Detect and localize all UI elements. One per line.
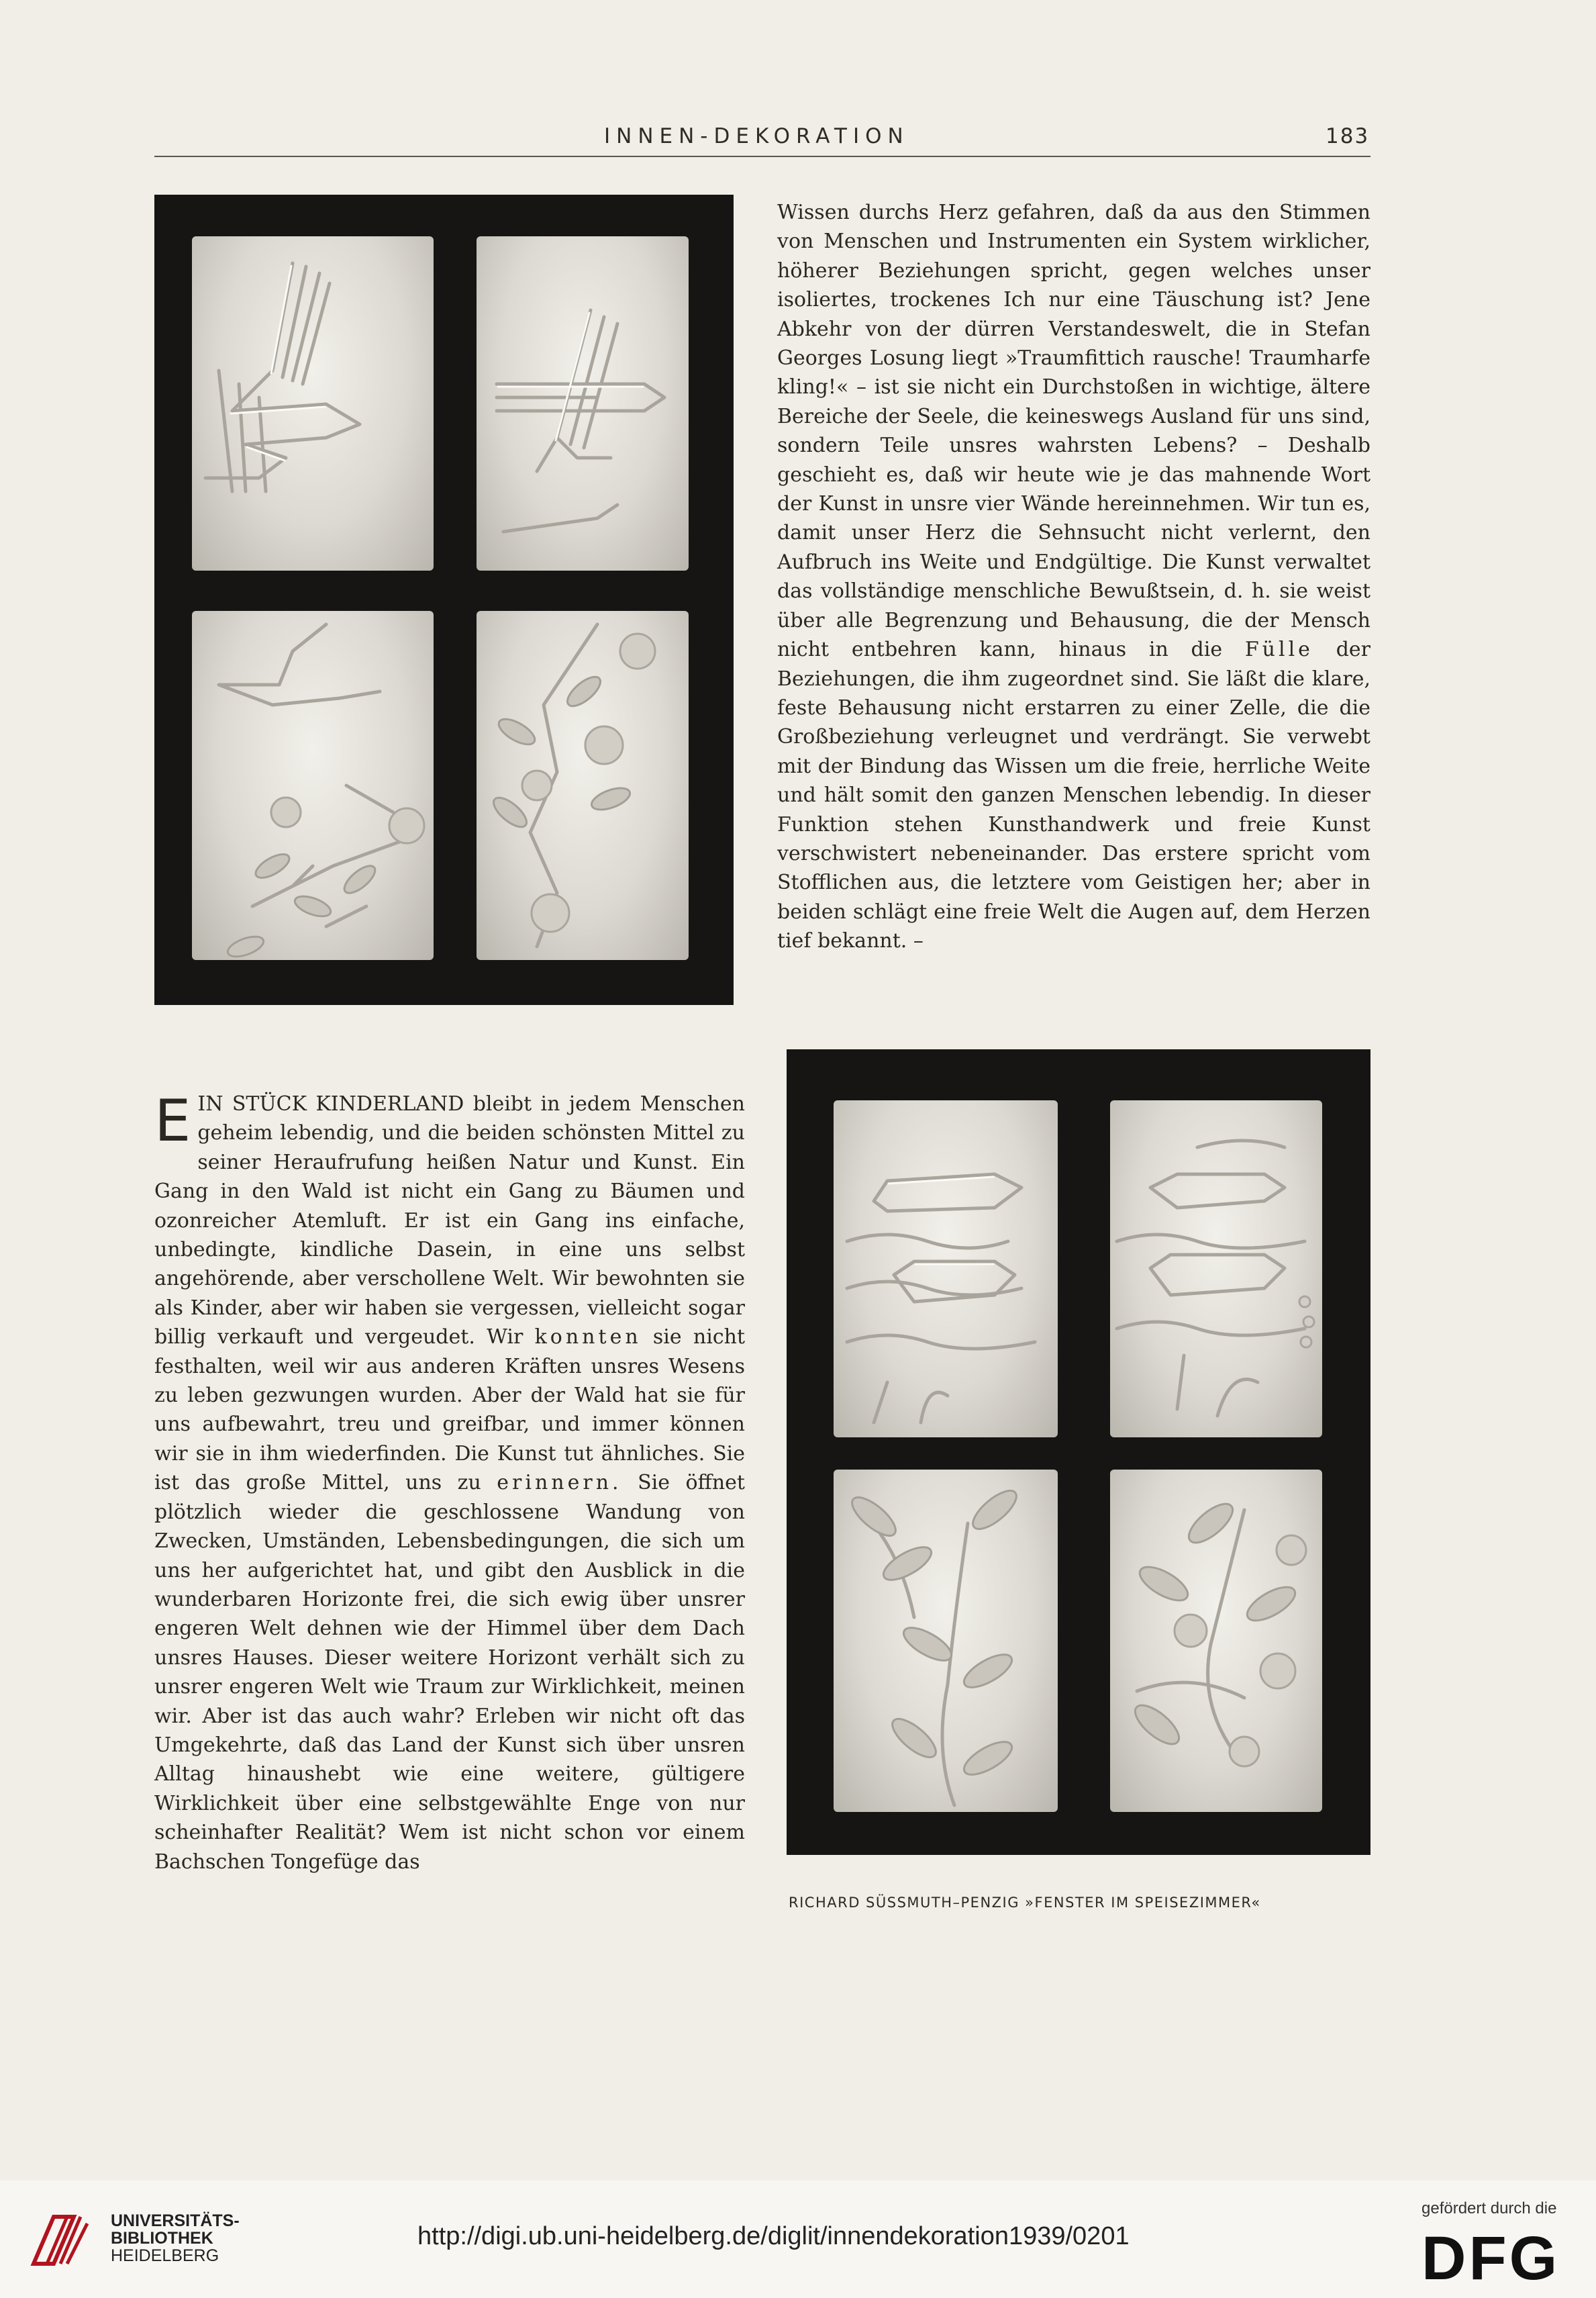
pane-top-right — [477, 236, 689, 571]
paragraph-body-end: der Beziehungen, die ihm zugeordnet sind. Sie läßt die klare, feste Behausung nicht erstarren zu einer Zelle, die die Großbeziehung verleugnet und verdrängt. Sie verwebt mit der Bindung das Wissen um die freie, herrliche Weite und hält somit den ganzen Menschen lebendig. In dieser Funktion stehen Kunsthandwerk und freie Kunst verschwistert nebeneinander. Das erstere spricht vom Stofflichen aus, die letztere vom Geistigen her; aber in beiden schlägt eine freie Welt die Augen auf, dem Herzen tief bekannt. – — [777, 638, 1370, 953]
emphasized-word-2: erinnern. — [497, 1471, 622, 1495]
university-library-logo — [27, 2197, 101, 2277]
library-line-3: HEIDELBERG — [111, 2246, 219, 2265]
body-part-2: sie nicht festhalten, weil wir aus anderen Kräften unsres Wesens zu leben gezwungen wurden. Aber der Wald hat sie für uns aufbewahrt, treu und greifbar, und immer können wir sie in ihm wiederfinden. Die Kunst tut ähnliches. Sie ist das große Mittel, uns zu — [154, 1325, 745, 1495]
pane-branch-bottom-right — [1110, 1470, 1322, 1812]
emphasized-word: Fülle — [1244, 638, 1313, 662]
pane-fish-top-right — [1110, 1100, 1322, 1437]
dfg-logo: DFG — [1422, 2224, 1560, 2293]
library-line-2: BIBLIOTHEK — [111, 2229, 213, 2248]
pane-bottom-left — [192, 611, 434, 960]
figure-caption: RICHARD SÜSSMUTH–PENZIG »FENSTER IM SPEISEZIMMER« — [789, 1895, 1261, 1911]
pane-branch-bottom-left — [834, 1470, 1058, 1812]
library-name — [111, 2212, 240, 2264]
left-column-text — [154, 1090, 745, 1915]
window-photo-fish — [787, 1049, 1370, 1855]
right-column-text — [777, 198, 1370, 1004]
body-part-1: bleibt in jedem Menschen geheim lebendig, und die beiden schönsten Mittel zu seiner Heraufrufung heißen Natur und Kunst. Ein Gang in den Wald ist nicht ein Gang zu Bäumen und ozonreicher Atemluft. Er ist ein Gang ins einfache, unbedingte, kindliche Dasein, in eine uns selbst angehörende, aber verschollene Welt. Wir bewohnten sie als Kinder, aber wir haben sie vergessen, vielleicht sogar billig verkauft und vergeudet. Wir — [154, 1092, 745, 1349]
body-part-3: Sie öffnet plötzlich wieder die geschlossene Wandung von Zwecken, Umständen, Lebensbedingungen, die sich um uns her aufgerichtet hat, und gibt den Ausblick in die wunderbaren Horizonte frei, die sich ewig über unsrer engeren Welt dehnen wie der Himmel über dem Dach unsres Hauses. Dieser weitere Horizont verhält sich zu unsrer engeren Welt wie Traum zur Wirklichkeit, meinen wir. Aber ist das auch wahr? Erleben wir nicht oft das Umgekehrte, daß das Land der Kunst sich über unsren Alltag hinaushebt wie eine weitere, gültigere Wirklichkeit über eine selbstgewählte Enge von nur scheinhafter Realität? Wem ist nicht schon vor einem Bachschen Tongefüge das — [154, 1471, 745, 1874]
funding-label: gefördert durch die — [1422, 2199, 1557, 2217]
pane-bottom-right — [477, 611, 689, 960]
paragraph-body: Wissen durchs Herz gefahren, daß da aus den Stimmen von Menschen und Instrumenten ein System wirklicher, höherer Beziehungen spricht, gegen welches unser isoliertes, trockenes Ich nur eine Täuschung ist? Jene Abkehr von der dürren Verstandeswelt, die in Stefan Georges Losung liegt »Traumfittich rausche! Traumharfe kling!« – ist sie nicht ein Durchstoßen in wichtige, ältere Bereiche der Seele, die keineswegs Ausland für uns sind, sondern Teile unsres wahrsten Lebens? – Deshalb geschieht es, daß wir heute wie je das mahnende Wort der Kunst in unsre vier Wände hereinnehmen. Wir tun es, damit unser Herz die Sehnsucht nicht verlernt, den Aufbruch ins Weite und Endgültige. Die Kunst verwaltet das vollständige menschliche Bewußtsein, d. h. sie weist über alle Begrenzung und Behausung, die der Mensch nicht entbehren kann, hinaus in die — [777, 201, 1370, 662]
library-line-1: UNIVERSITÄTS- — [111, 2211, 240, 2230]
source-url-link[interactable]: http://digi.ub.uni-heidelberg.de/diglit/innendekoration1939/0201 — [417, 2222, 1130, 2250]
window-photo-birds — [154, 195, 734, 1005]
running-title: INNEN-DEKORATION — [604, 124, 909, 148]
header-rule — [154, 156, 1370, 157]
drop-cap: E — [154, 1088, 191, 1155]
lead-in-caps: IN STÜCK KINDERLAND — [197, 1092, 464, 1116]
page-number: 183 — [1326, 124, 1370, 148]
emphasized-word-1: konnten — [534, 1325, 642, 1349]
pane-top-left — [192, 236, 434, 571]
pane-fish-top-left — [834, 1100, 1058, 1437]
